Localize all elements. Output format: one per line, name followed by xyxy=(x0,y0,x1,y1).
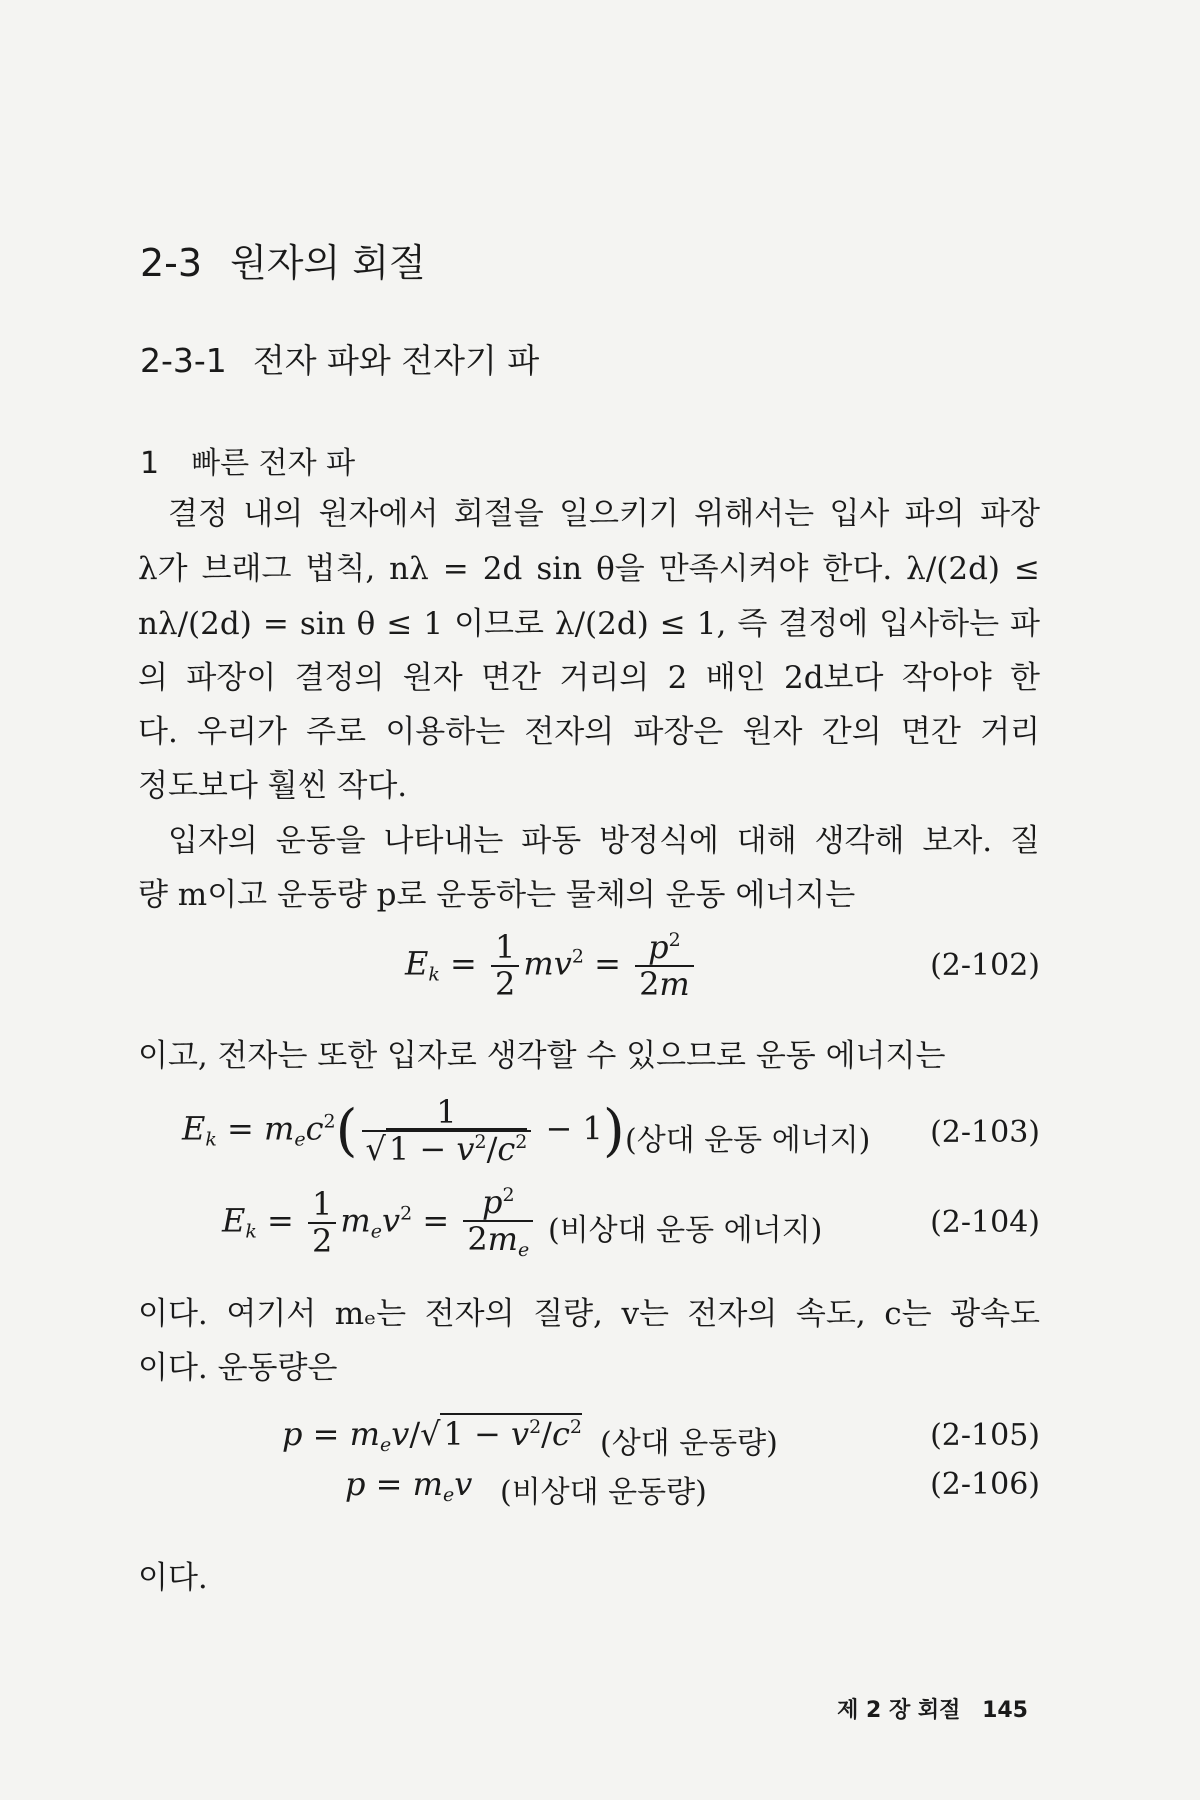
section-title: 원자의 회절 xyxy=(230,241,426,285)
equation-2-103-note: (상대 운동 에너지) xyxy=(625,1123,871,1158)
item-heading xyxy=(140,438,355,482)
paragraph-4-line-1: 이다. 여기서 mₑ는 전자의 질량, v는 전자의 속도, c는 광속도 xyxy=(138,1296,1040,1332)
paragraph-1-line-3: nλ/(2d) = sin θ ≤ 1 이므로 λ/(2d) ≤ 1, 즉 결정에 입사하는 파 xyxy=(138,606,1040,642)
equation-2-106-note: (비상대 운동량) xyxy=(500,1475,707,1510)
item-number: 1 xyxy=(140,446,160,481)
page-footer xyxy=(837,1693,1028,1724)
subsection-heading xyxy=(140,335,539,382)
paragraph-1-line-6: 정도보다 훨씬 작다. xyxy=(138,768,408,804)
paragraph-1-line-1: 결정 내의 원자에서 회절을 일으키기 위해서는 입사 파의 파장 xyxy=(168,496,1040,532)
equation-2-105-number: (2-105) xyxy=(930,1418,1040,1453)
equation-2-104-number: (2-104) xyxy=(930,1205,1040,1240)
paragraph-1-line-4: 의 파장이 결정의 원자 면간 거리의 2 배인 2d보다 작아야 한 xyxy=(138,660,1040,696)
equation-2-105: $p = m_ev/√1 - v^2/c^2$ xyxy=(282,1415,582,1456)
subsection-number: 2-3-1 xyxy=(140,341,227,380)
paragraph-2-line-2: 량 m이고 운동량 p로 운동하는 물체의 운동 에너지는 xyxy=(138,877,856,913)
paragraph-4-line-2: 이다. 운동량은 xyxy=(138,1350,338,1386)
equation-2-104: $E_k$ = $\frac{1}{2}$ $m_ev^2$ = $\frac{p^2}{2m_e}$ xyxy=(222,1185,537,1261)
equation-2-103-number: (2-103) xyxy=(930,1115,1040,1150)
equation-2-105-note: (상대 운동량) xyxy=(600,1426,778,1461)
equation-2-103: $E_k = m_ec^2$( $\frac{1}{√1 - v^2/c^2}$ − 1) xyxy=(182,1093,625,1169)
paragraph-3: 이고, 전자는 또한 입자로 생각할 수 있으므로 운동 에너지는 xyxy=(138,1038,946,1074)
paragraph-1-line-2: λ가 브래그 법칙, nλ = 2d sin θ을 만족시켜야 한다. λ/(2d) ≤ xyxy=(138,551,1040,587)
paragraph-2-line-1: 입자의 운동을 나타내는 파동 방정식에 대해 생각해 보자. 질 xyxy=(168,823,1040,859)
paragraph-5: 이다. xyxy=(138,1560,208,1596)
equation-2-106-number: (2-106) xyxy=(930,1467,1040,1502)
footer-chapter: 제 2 장 회절 xyxy=(837,1698,961,1723)
item-title: 빠른 전자 파 xyxy=(191,446,356,481)
equation-2-106: $p = m_ev$ xyxy=(345,1465,473,1506)
equation-2-104-note: (비상대 운동 에너지) xyxy=(548,1213,823,1248)
subsection-title: 전자 파와 전자기 파 xyxy=(252,341,540,380)
equation-2-102-number: (2-102) xyxy=(930,948,1040,983)
section-number: 2-3 xyxy=(140,241,203,285)
page-number: 145 xyxy=(982,1698,1028,1723)
equation-2-102: $E_k$ = $\frac{1}{2}$ $mv^2$ = $\frac{p^2}{2m}$ xyxy=(405,930,698,1002)
paragraph-1-line-5: 다. 우리가 주로 이용하는 전자의 파장은 원자 간의 면간 거리 xyxy=(138,714,1040,750)
section-heading xyxy=(140,232,426,287)
